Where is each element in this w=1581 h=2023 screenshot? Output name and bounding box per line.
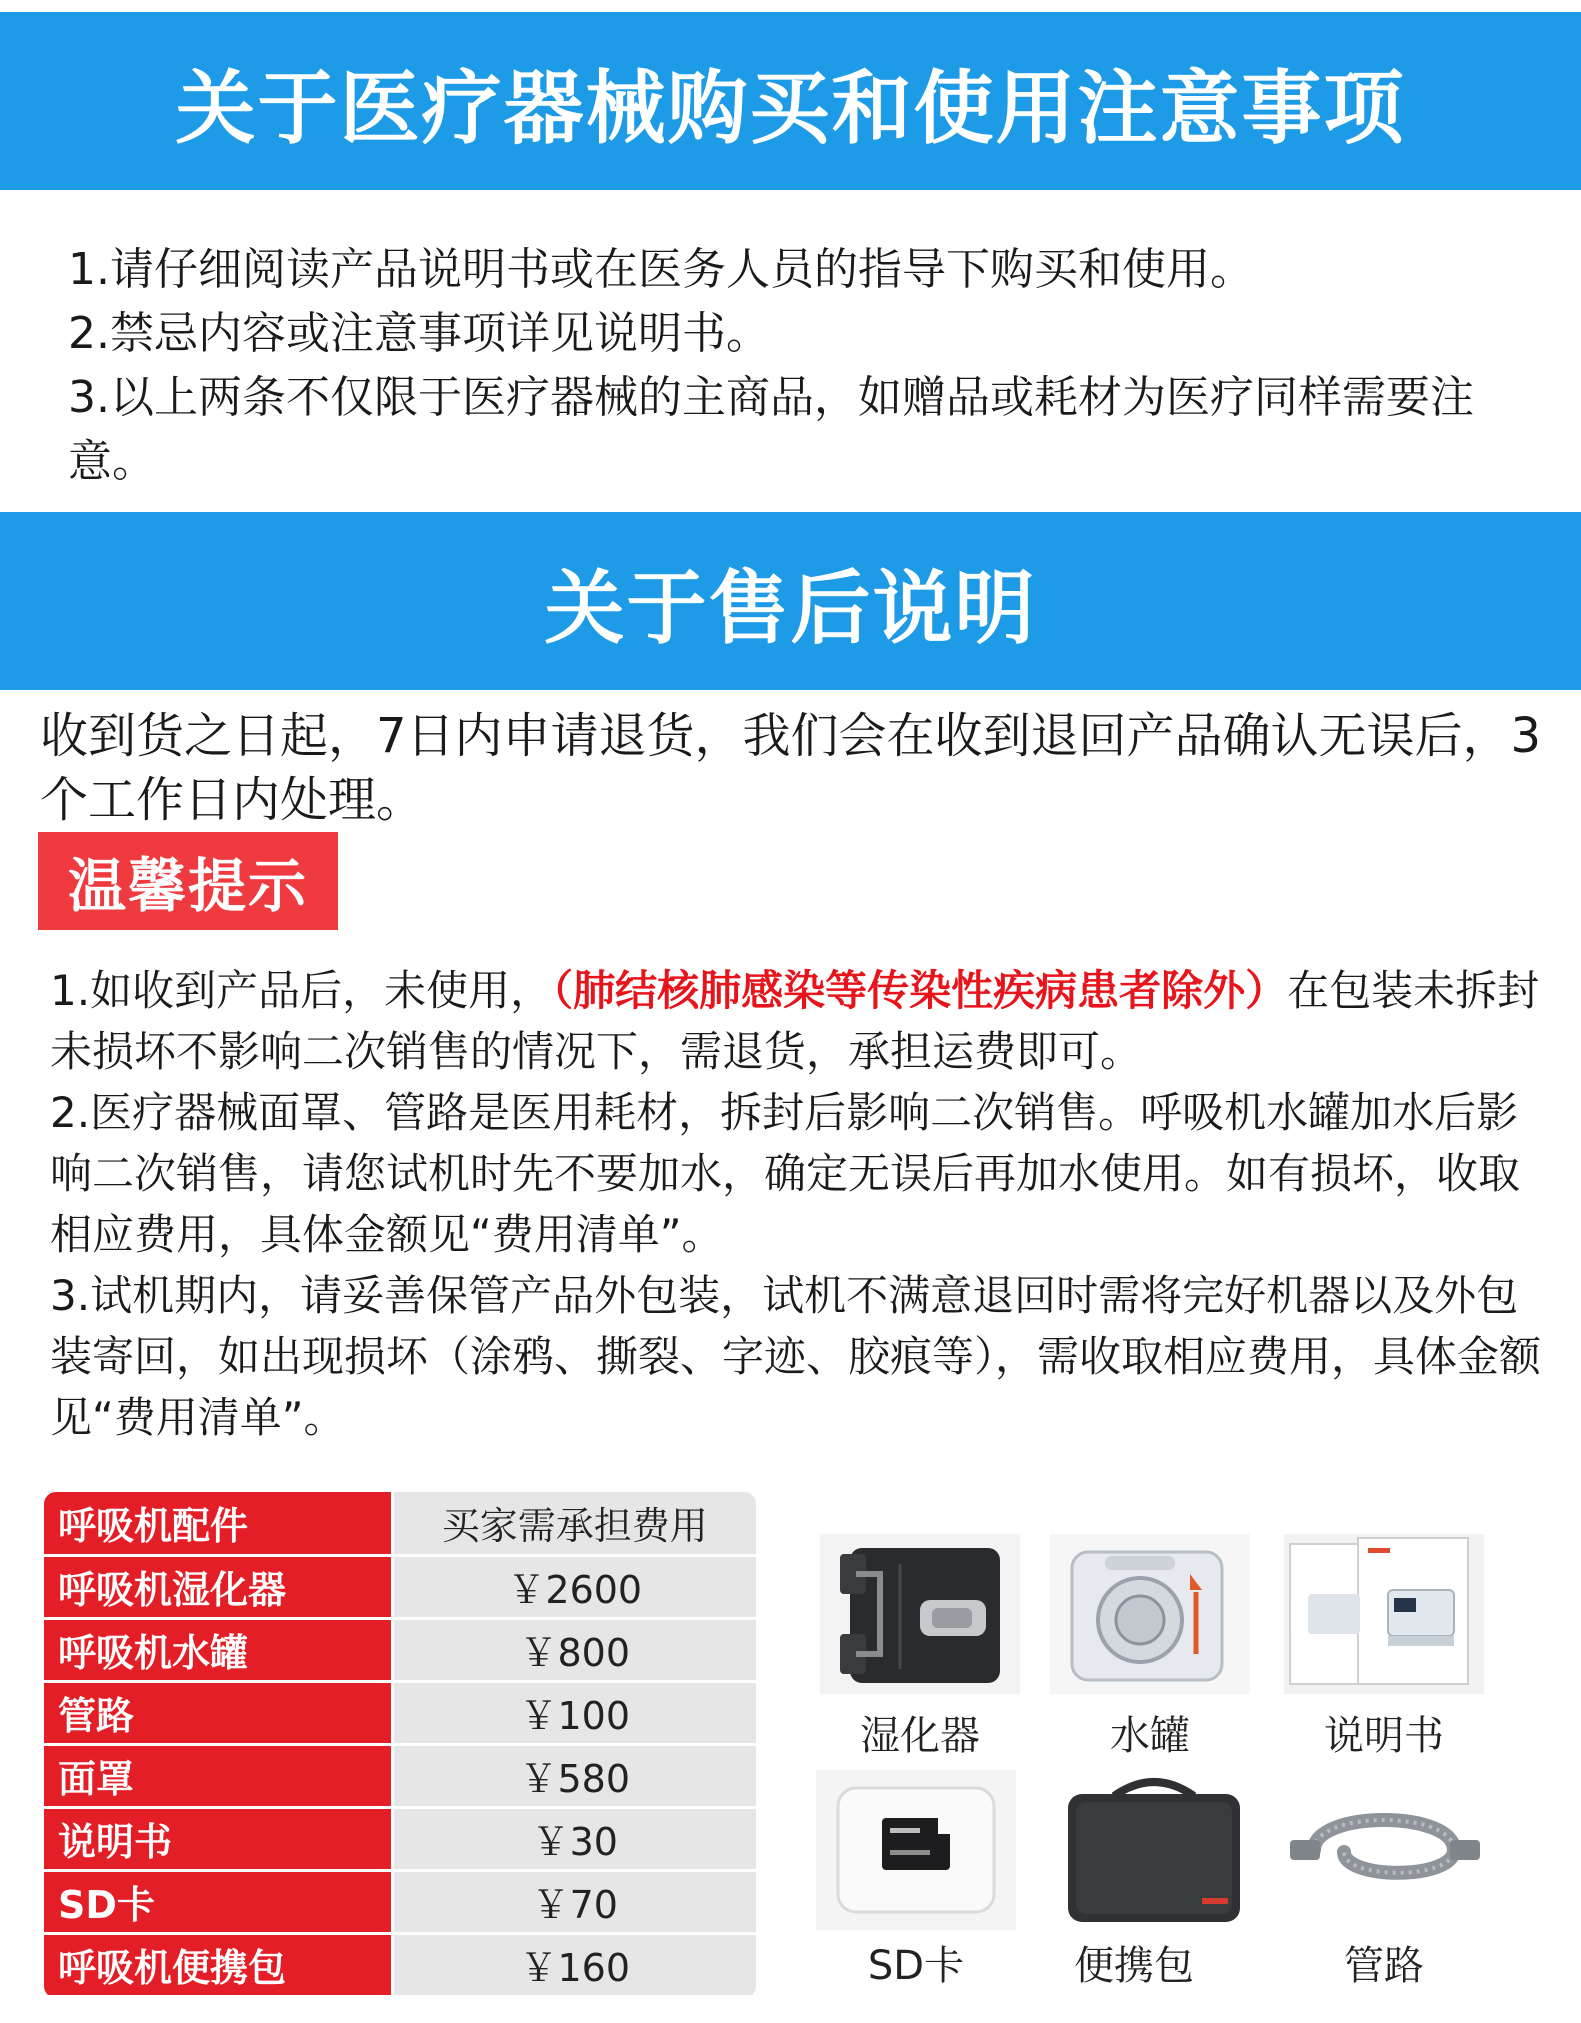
fee-table xyxy=(44,1492,756,1998)
accessory-gallery xyxy=(810,1534,1500,2023)
fee-item-price: ￥70 xyxy=(392,1870,756,1933)
tip-item-1 xyxy=(50,960,1550,1082)
notice-line: 2.禁忌内容或注意事项详见说明书。 xyxy=(68,308,770,359)
usage-notice-list xyxy=(68,238,1538,494)
gallery-caption: 湿化器 xyxy=(860,1713,980,1759)
fee-item-price: ￥30 xyxy=(392,1807,756,1870)
tubing-icon xyxy=(1284,1770,1484,1930)
fee-item-name: 说明书 xyxy=(44,1807,392,1870)
fee-item-name: 呼吸机湿化器 xyxy=(44,1555,392,1618)
tips-list xyxy=(50,960,1550,1448)
fee-item-price: ￥580 xyxy=(392,1744,756,1807)
fee-item-name: 管路 xyxy=(44,1681,392,1744)
warm-tip-text: 温馨提示 xyxy=(67,852,308,920)
fee-header-price: 买家需承担费用 xyxy=(392,1492,756,1555)
table-row xyxy=(44,1933,756,1996)
tip-text: 在包装未拆封未损坏不影响二次销售的情况下，需退货，承担运费即可。 xyxy=(50,966,1540,1076)
tip-warning-text: （肺结核肺感染等传染性疾病患者除外） xyxy=(552,966,1288,1015)
fee-item-price: ￥160 xyxy=(392,1933,756,1996)
gallery-caption: 管路 xyxy=(1344,1943,1424,1989)
fee-item-name: 呼吸机水罐 xyxy=(44,1618,392,1681)
table-row xyxy=(44,1618,756,1681)
fee-header-name: 呼吸机配件 xyxy=(44,1492,392,1555)
water-tank-image xyxy=(1050,1534,1250,1694)
gallery-caption: SD卡 xyxy=(867,1943,965,1989)
fee-item-name: 面罩 xyxy=(44,1744,392,1807)
water-tank-icon xyxy=(1050,1534,1250,1694)
manual-icon xyxy=(1284,1534,1484,1694)
after-sale-text: 收到货之日起，7日内申请退货，我们会在收到退回产品确认无误后，3个工作日内处理。 xyxy=(40,708,1542,828)
fee-table-header xyxy=(44,1492,756,1555)
notice-line: 3.以上两条不仅限于医疗器械的主商品，如赠品或耗材为医疗同样需要注意。 xyxy=(68,372,1474,487)
fee-item-price: ￥2600 xyxy=(392,1555,756,1618)
banner-title: 关于售后说明 xyxy=(544,561,1037,655)
table-row xyxy=(44,1807,756,1870)
humidifier-icon xyxy=(820,1534,1020,1694)
banner-title: 关于医疗器械购买和使用注意事项 xyxy=(175,61,1406,155)
carry-bag-icon xyxy=(1054,1770,1254,1930)
fee-item-price: ￥800 xyxy=(392,1618,756,1681)
sd-card-image xyxy=(816,1770,1016,1930)
tip-item-3: 3.试机期内，请妥善保管产品外包装，试机不满意退回时需将完好机器以及外包装寄回，如出现损坏（涂鸦、撕裂、字迹、胶痕等），需收取相应费用，具体金额见“费用清单”。 xyxy=(50,1271,1542,1442)
gallery-caption: 便携包 xyxy=(1074,1943,1194,1989)
sd-card-icon xyxy=(816,1770,1016,1930)
header-banner-purchase-notice xyxy=(0,12,1581,190)
gallery-caption: 说明书 xyxy=(1324,1713,1444,1759)
gallery-caption: 水罐 xyxy=(1110,1713,1190,1759)
fee-item-price: ￥100 xyxy=(392,1681,756,1744)
table-row xyxy=(44,1870,756,1933)
header-banner-after-sale xyxy=(0,512,1581,690)
fee-item-name: SD卡 xyxy=(44,1870,392,1933)
fee-item-name: 呼吸机便携包 xyxy=(44,1933,392,1996)
table-row xyxy=(44,1744,756,1807)
tip-item-2: 2.医疗器械面罩、管路是医用耗材，拆封后影响二次销售。呼吸机水罐加水后影响二次销售，请您试机时先不要加水，确定无误后再加水使用。如有损坏，收取相应费用，具体金额见“费用清单”。 xyxy=(50,1088,1521,1259)
tip-text: 1.如收到产品后，未使用， xyxy=(50,966,553,1015)
humidifier-image xyxy=(820,1534,1020,1694)
tubing-image xyxy=(1284,1770,1484,1930)
table-row xyxy=(44,1681,756,1744)
manual-image xyxy=(1284,1534,1484,1694)
table-row xyxy=(44,1555,756,1618)
carry-bag-image xyxy=(1054,1770,1254,1930)
notice-line: 1.请仔细阅读产品说明书或在医务人员的指导下购买和使用。 xyxy=(68,244,1254,295)
warm-tip-label xyxy=(38,832,338,930)
